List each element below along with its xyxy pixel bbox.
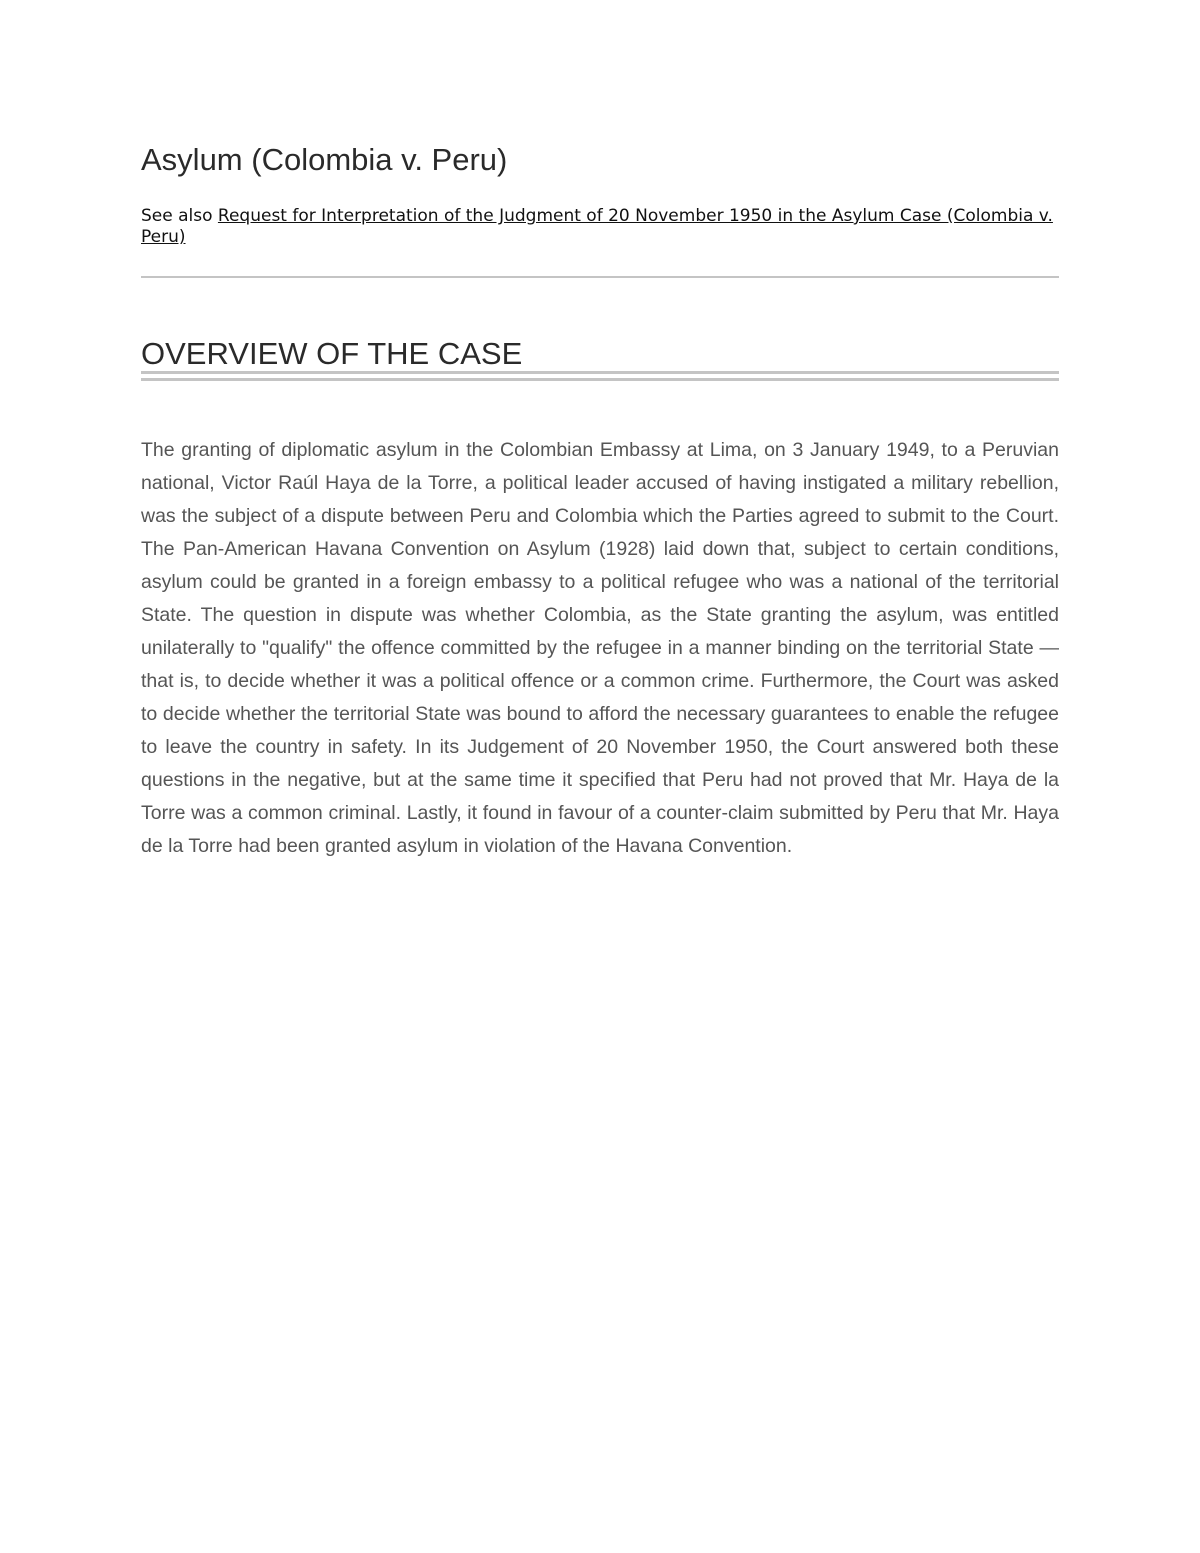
see-also-line xyxy=(141,206,1059,248)
section-divider xyxy=(141,276,1059,278)
overview-paragraph: The granting of diplomatic asylum in the Colombian Embassy at Lima, on 3 January 1949, to a Peruvian national, Victor Raúl Haya de la Torre, a political leader accused of having instigated a military rebellion, was the subject of a dispute between Peru and Colombia which the Parties agreed to submit to the Court. The Pan-American Havana Convention on Asylum (1928) laid down that, subject to certain conditions, asylum could be granted in a foreign embassy to a political refugee who was a national of the territorial State. The question in dispute was whether Colombia, as the State granting the asylum, was entitled unilaterally to "qualify" the offence committed by the refugee in a manner binding on the territorial State — that is, to decide whether it was a political offence or a common crime. Furthermore, the Court was asked to decide whether the territorial State was bound to afford the necessary guarantees to enable the refugee to leave the country in safety. In its Judgement of 20 November 1950, the Court answered both these questions in the negative, but at the same time it specified that Peru had not proved that Mr. Haya de la Torre was a common criminal. Lastly, it found in favour of a counter-claim submitted by Peru that Mr. Haya de la Torre had been granted asylum in violation of the Havana Convention. xyxy=(141,439,1059,857)
interpretation-request-link[interactable]: Request for Interpretation of the Judgment of 20 November 1950 in the Asylum Case (Colombia v. Peru) xyxy=(141,206,1053,247)
heading-underline xyxy=(141,371,1059,381)
section-heading: OVERVIEW OF THE CASE xyxy=(141,336,523,371)
see-also-prefix: See also xyxy=(141,206,218,226)
page-title: Asylum (Colombia v. Peru) xyxy=(141,142,508,177)
